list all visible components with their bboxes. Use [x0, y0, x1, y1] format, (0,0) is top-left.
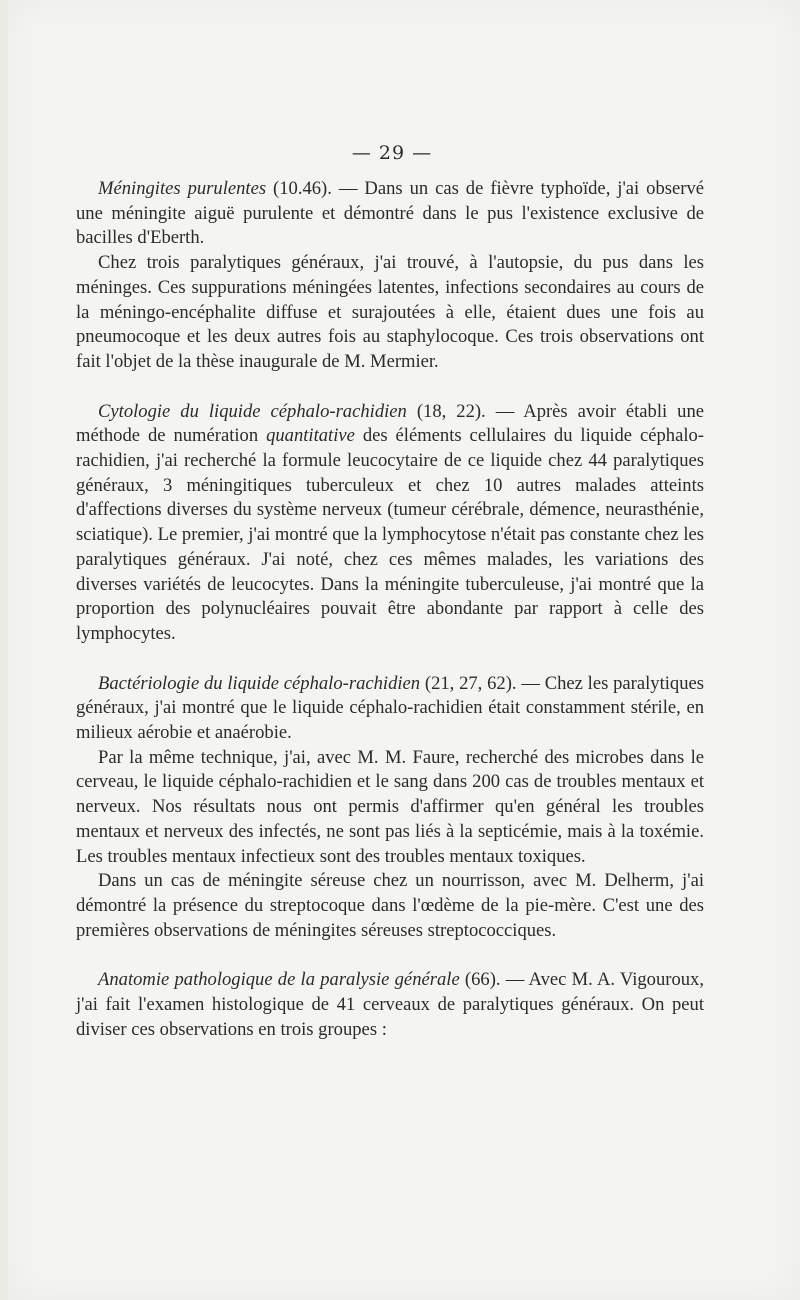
- paragraph-anatomie-pathologique: [76, 968, 704, 1042]
- paragraph-text: (66). — Avec M. A. Vigouroux, j'ai fait l'examen histologique de 41 cerveaux de paralytiques généraux. On peut diviser ces observations en trois groupes :: [76, 969, 704, 1040]
- document-page: [8, 0, 800, 1300]
- paragraph-text: Par la même technique, j'ai, avec M. M. Faure, recherché des microbes dans le cerveau, le liquide céphalo-rachidien et le sang dans 200 cas de troubles mentaux et nerveux. Nos résultats nous ont permis d'affirmer qu'en général les troubles mentaux et nerveux des infectés, ne sont pas liés à la septicémie, mais à la toxémie. Les troubles mentaux infectieux sont des troubles mentaux toxiques.: [76, 746, 704, 867]
- paragraph-text: Dans un cas de méningite séreuse chez un nourrisson, avec M. Delherm, j'ai démontré la présence du streptocoque dans l'œdème de la pie-mère. C'est une des premières observations de méningites séreuses streptococciques.: [76, 870, 704, 941]
- paragraph-bacteriologie: [76, 672, 704, 746]
- paragraph-meningite-sereuse: [76, 869, 704, 943]
- paragraph-microbes: [76, 746, 704, 870]
- section-heading: Méningites purulentes: [98, 178, 267, 199]
- section-heading: Anatomie pathologique de la paralysie générale: [98, 969, 460, 991]
- paragraph-cytologie: [76, 400, 704, 647]
- paragraph-text: des éléments cellulaires du liquide céphalo-rachidien, j'ai recherché la formule leucocytaire de ce liquide chez 44 paralytiques généraux, 3 méningitiques tuberculeux et chez 10 autres malades atteints d'affections diverses du système nerveux (tumeur cérébrale, démence, neurasthénie, sciatique). Le premier, j'ai montré que la lymphocytose n'était pas constante chez les paralytiques généraux. J'ai noté, chez ces mêmes malades, les variations des diverses variétés de leucocytes. Dans la méningite tuberculeuse, j'ai montré que la proportion des polynucléaires pouvait être abondante par rapport à celle des lymphocytes.: [76, 425, 705, 644]
- page-number: — 29 —: [351, 142, 433, 164]
- emphasis-text: quantitative: [266, 425, 355, 447]
- section-heading: Bactériologie du liquide céphalo-rachidien: [98, 672, 421, 694]
- paragraph-text: Chez trois paralytiques généraux, j'ai trouvé, à l'autopsie, du pus dans les méninges. Ces suppurations méningées latentes, infections secondaires au cours de la méningo-encéphalite diffuse et surajoutées à elle, étaient dues une fois au pneumocoque et les deux autres fois au staphylocoque. Ces trois observations ont fait l'objet de la thèse inaugurale de M. Mermier.: [76, 252, 704, 372]
- section-heading: Cytologie du liquide céphalo-rachidien: [98, 400, 407, 422]
- paragraph-text: (18, 22). — Après avoir établi une méthode de numération: [76, 400, 705, 447]
- paragraph-text: (10.46). — Dans un cas de fièvre typhoïde, j'ai observé une méningite aiguë purulente et démontré dans le pus l'existence exclusive de bacilles d'Eberth.: [76, 178, 705, 249]
- body-text: [76, 177, 704, 1043]
- paragraph-paralytiques-pus: [76, 251, 704, 375]
- paragraph-meningites-purulentes: [76, 177, 704, 251]
- paragraph-text: (21, 27, 62). — Chez les paralytiques généraux, j'ai montré que le liquide céphalo-rachidien était constamment stérile, en milieux aérobie et anaérobie.: [76, 672, 704, 744]
